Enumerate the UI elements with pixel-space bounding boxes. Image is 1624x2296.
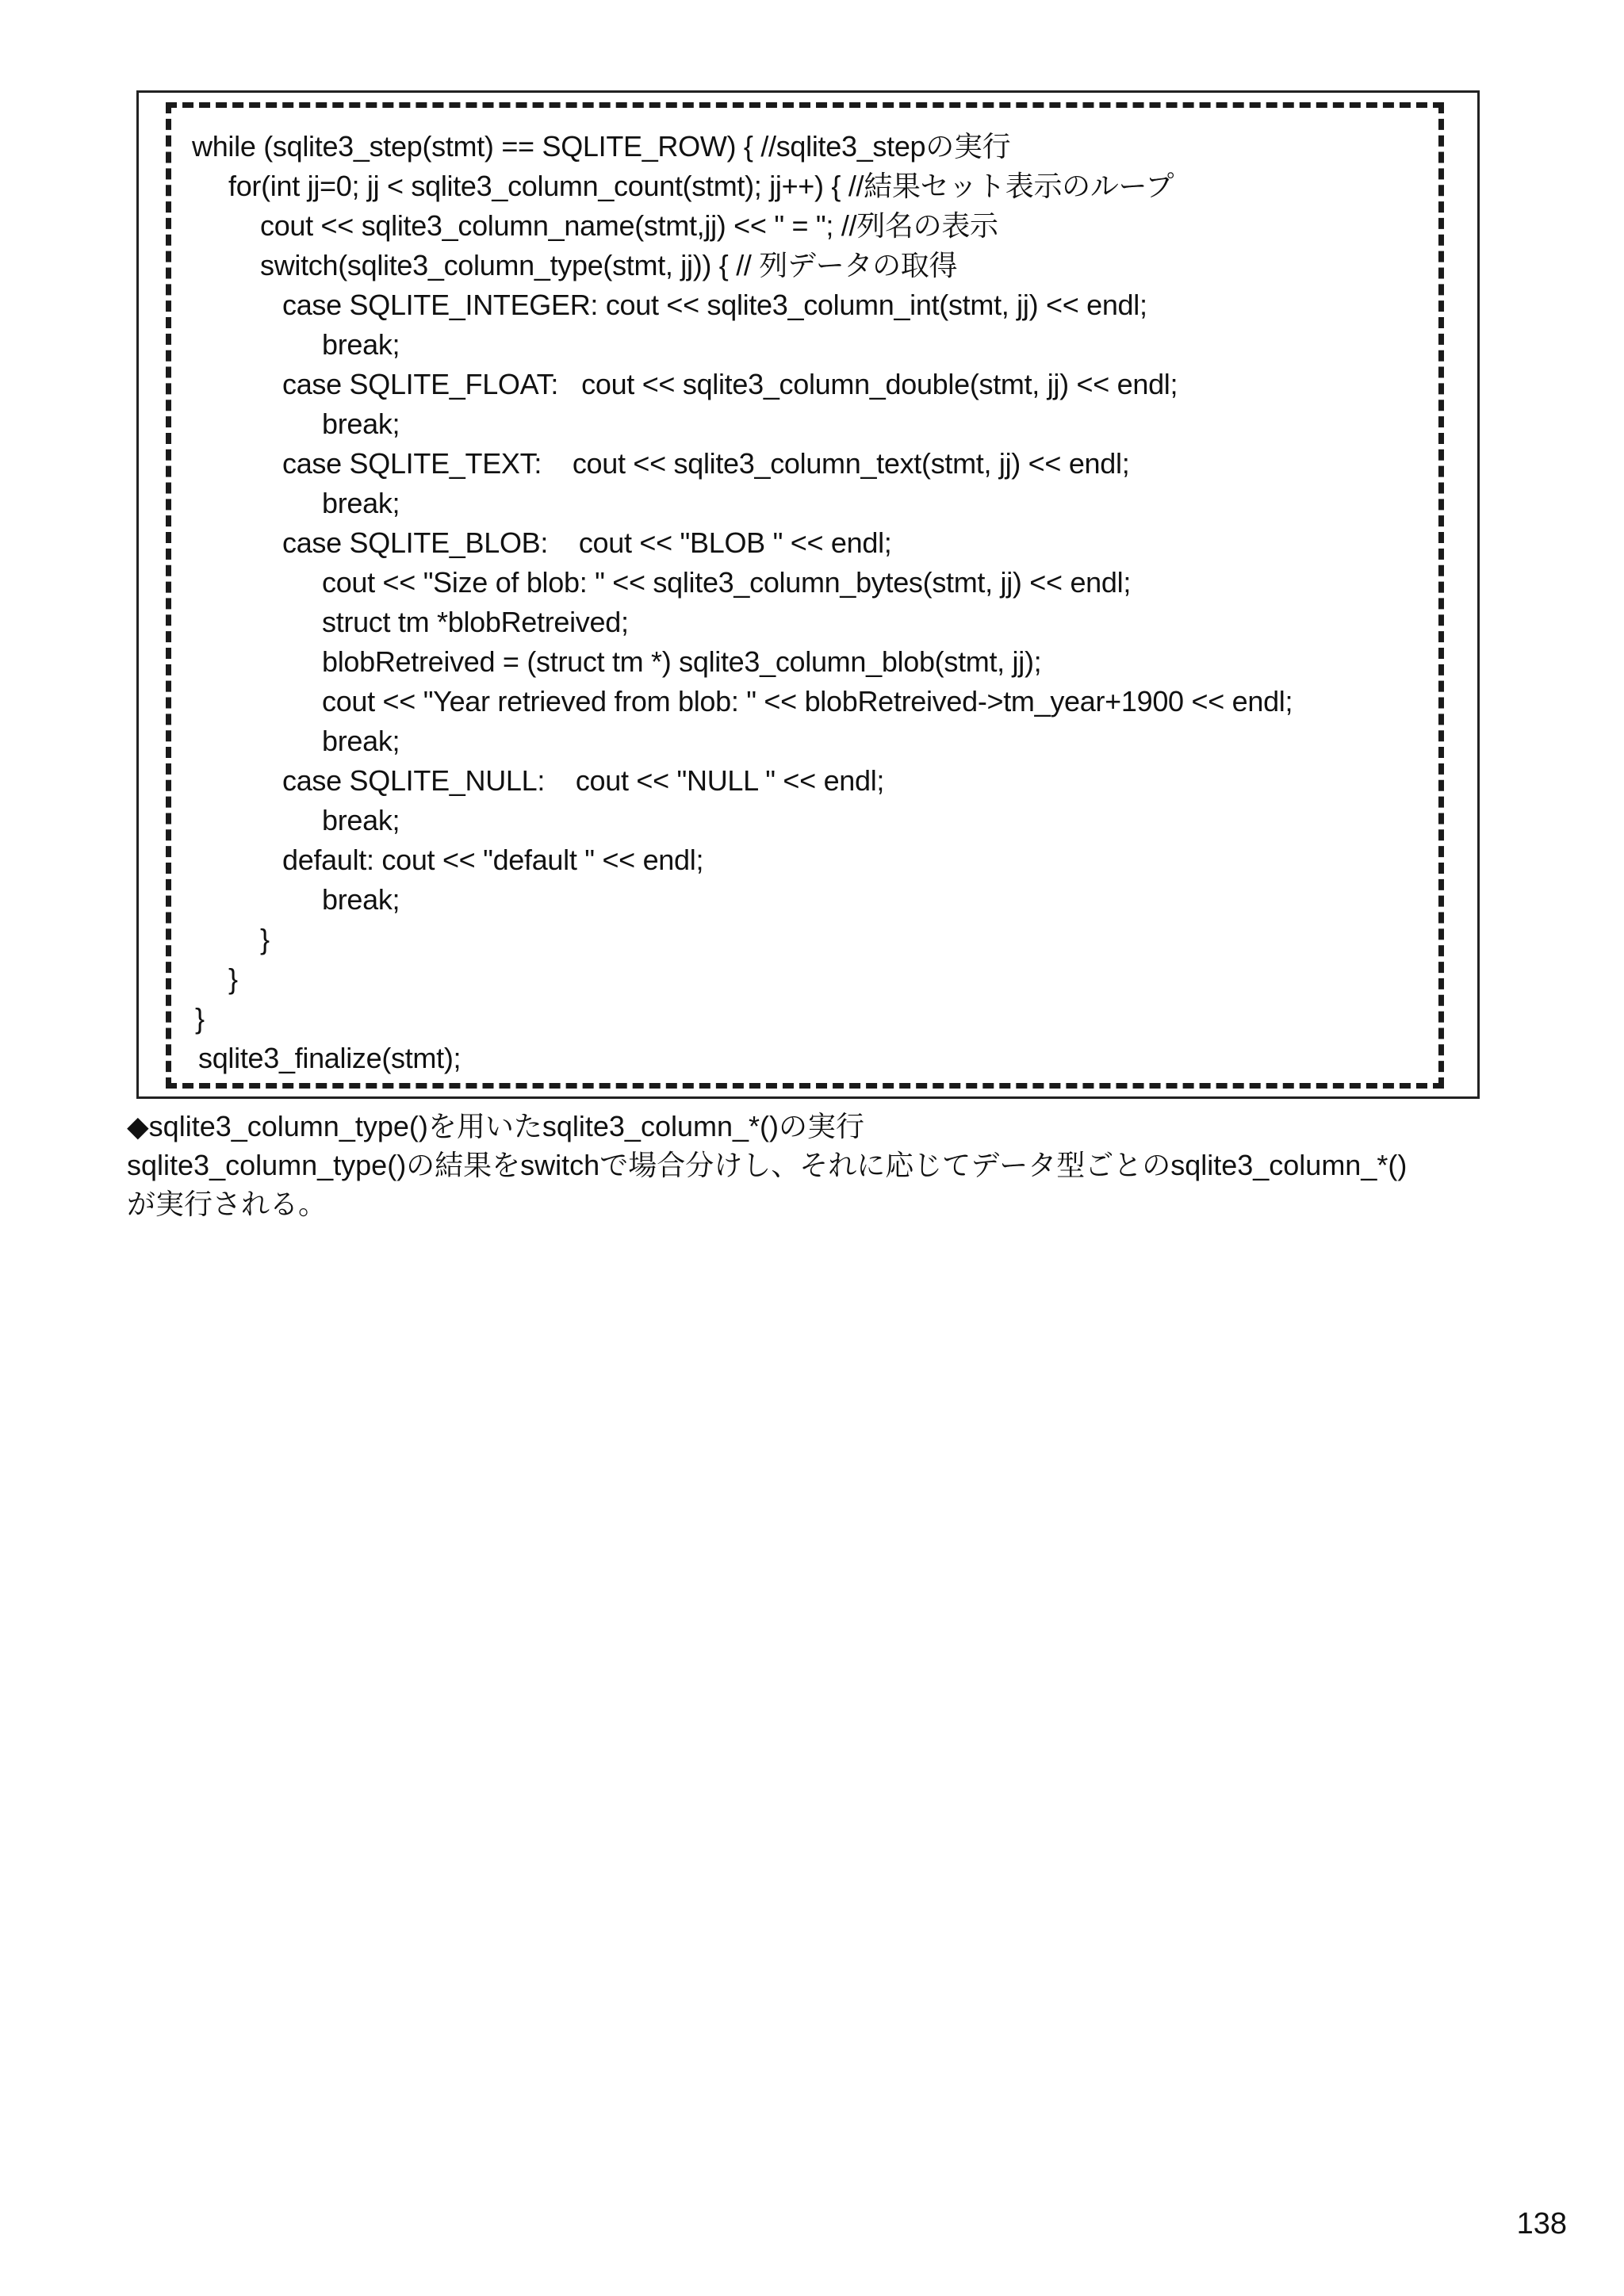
code-frame [136,90,1480,1099]
code-line: struct tm *blobRetreived; [322,606,629,638]
code-line: break; [322,328,400,361]
code-line: break; [322,725,400,757]
code-line: cout << "Year retrieved from blob: " << blobRetreived->tm_year+1900 << endl; [322,685,1293,718]
code-line: case SQLITE_FLOAT: cout << sqlite3_column_double(stmt, jj) << endl; [282,368,1178,400]
code-line: blobRetreived = (struct tm *) sqlite3_column_blob(stmt, jj); [322,645,1042,678]
code-line: cout << sqlite3_column_name(stmt,jj) << " = "; //列名の表示 [260,209,998,242]
code-line: while (sqlite3_step(stmt) == SQLITE_ROW) { //sqlite3_stepの実行 [192,130,1011,163]
code-line: } [260,923,270,955]
code-line: break; [322,883,400,916]
code-line: cout << "Size of blob: " << sqlite3_column_bytes(stmt, jj) << endl; [322,566,1132,599]
caption-body-line: が実行される。 [127,1188,327,1220]
code-line: case SQLITE_BLOB: cout << "BLOB " << endl; [282,526,892,559]
code-line: case SQLITE_TEXT: cout << sqlite3_column_text(stmt, jj) << endl; [282,447,1130,480]
code-line: } [228,962,238,995]
code-caption [127,1107,1554,1223]
page-number: 138 [1516,2207,1567,2241]
code-dashed-box [166,102,1444,1089]
caption-heading: ◆sqlite3_column_type()を用いたsqlite3_column_*()の実行 [127,1110,865,1142]
code-line: } [195,1002,205,1035]
code-line: switch(sqlite3_column_type(stmt, jj)) { // 列データの取得 [260,249,958,281]
code-line: case SQLITE_INTEGER: cout << sqlite3_column_int(stmt, jj) << endl; [282,289,1147,321]
caption-body-line: sqlite3_column_type()の結果をswitchで場合分けし、それに応じてデータ型ごとのsqlite3_column_*() [127,1149,1408,1181]
code-line: for(int jj=0; jj < sqlite3_column_count(stmt); jj++) { //結果セット表示のループ [228,170,1174,202]
code-line: case SQLITE_NULL: cout << "NULL " << endl; [282,764,885,797]
code-line: break; [322,487,400,519]
code-line: break; [322,408,400,440]
code-line: break; [322,804,400,836]
code-line: default: cout << "default " << endl; [282,844,704,876]
code-line: sqlite3_finalize(stmt); [198,1042,462,1074]
